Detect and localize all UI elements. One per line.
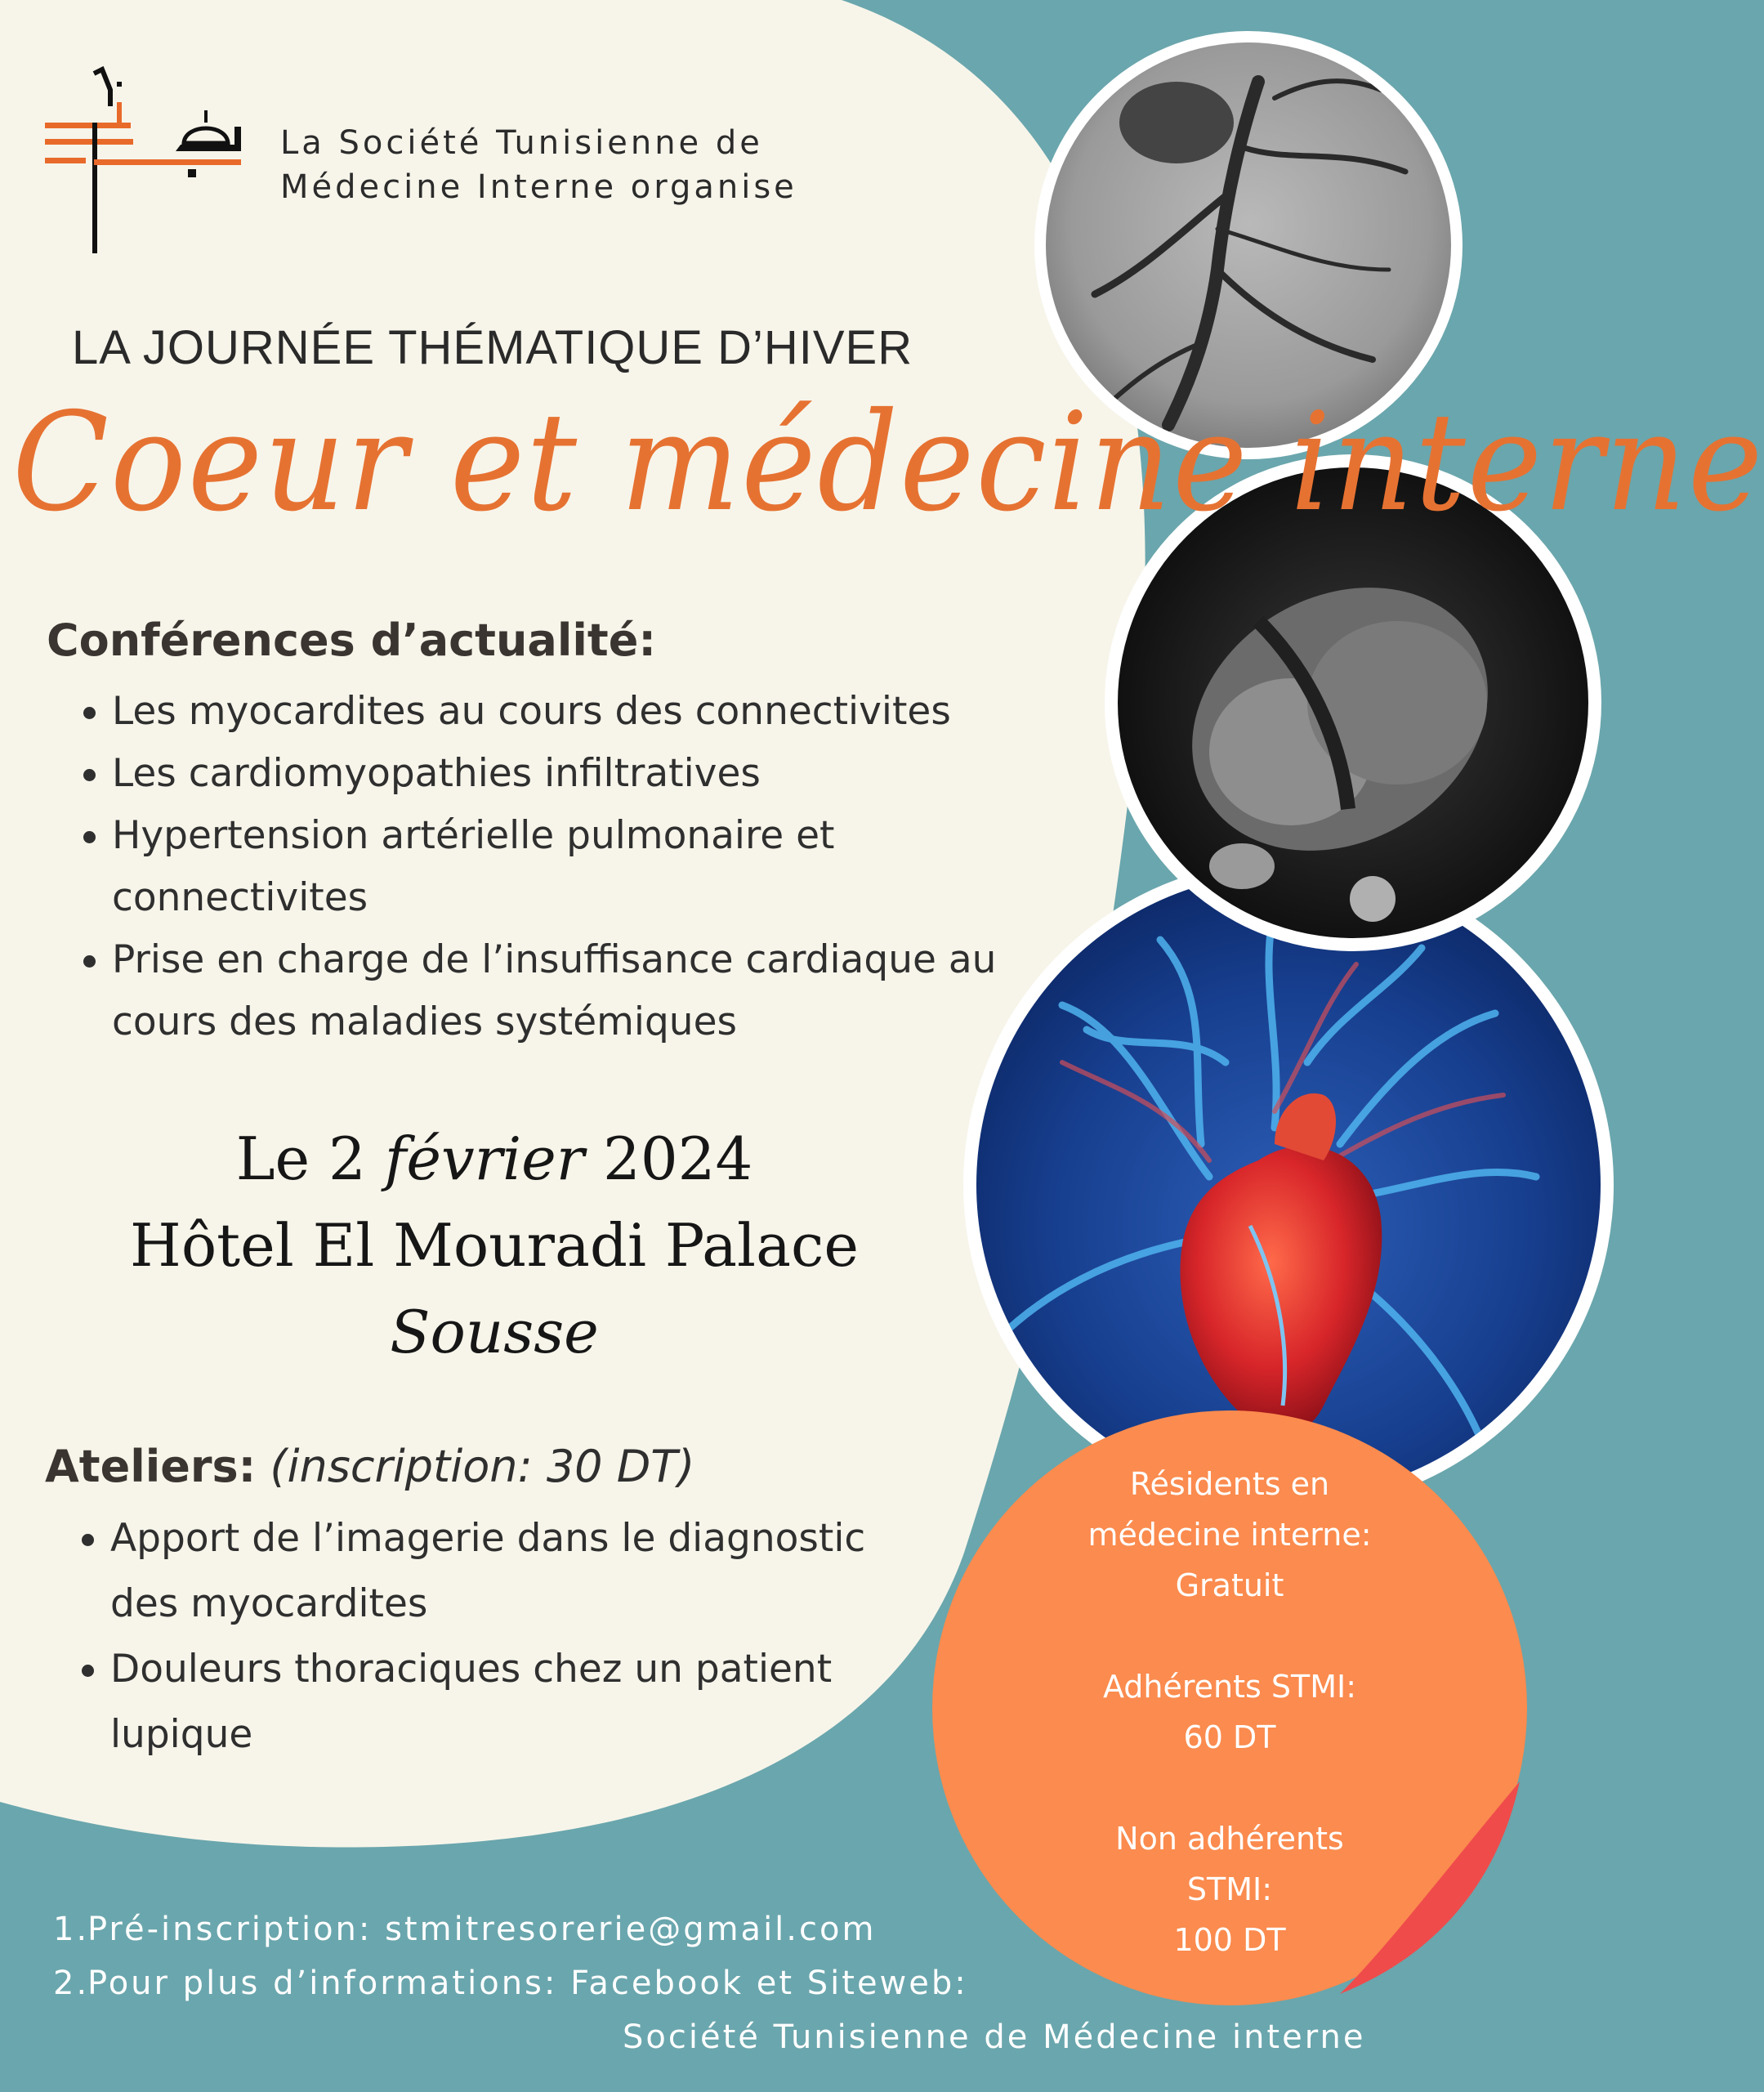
- list-item: [46, 681, 1026, 743]
- list-item-line: lupique: [110, 1712, 253, 1757]
- price-line: médecine interne:: [1087, 1517, 1372, 1553]
- price-line: 100 DT: [1173, 1922, 1286, 1958]
- date-venue-block: [0, 1115, 989, 1375]
- event-title: Coeur et médecine interne: [12, 384, 1764, 542]
- ateliers-list: [44, 1506, 943, 1768]
- footer-item-1: [53, 1902, 968, 1956]
- preregistration-email: Pré-inscription: stmitresorerie@gmail.com: [87, 1911, 877, 1948]
- event-kicker: LA JOURNÉE THÉMATIQUE D’HIVER: [72, 321, 913, 374]
- list-item-line: des myocardites: [110, 1581, 428, 1626]
- price-members: [936, 1661, 1524, 1763]
- footer-item-2: [53, 1956, 968, 2010]
- event-city: Sousse: [390, 1298, 599, 1366]
- price-line: Adhérents STMI:: [1102, 1669, 1357, 1705]
- pricing-text: [936, 1459, 1524, 1965]
- ateliers-heading: [45, 1441, 694, 1492]
- date-prefix: Le 2: [235, 1124, 385, 1193]
- event-date: [0, 1115, 989, 1202]
- price-line: 60 DT: [1183, 1719, 1276, 1755]
- ateliers-note: (inscription: 30 DT): [270, 1441, 695, 1492]
- footer-site-name: Société Tunisienne de Médecine interne: [623, 2018, 1366, 2056]
- footer-info: [53, 1902, 968, 2010]
- conferences-list: [46, 681, 1026, 1053]
- list-item: [46, 805, 1026, 929]
- list-item: [46, 743, 1026, 805]
- date-month: février: [384, 1124, 585, 1193]
- list-item-line: cours des maladies systémiques: [112, 999, 737, 1044]
- date-year: 2024: [584, 1124, 753, 1193]
- organizer-text: [280, 121, 797, 209]
- price-non-members: [936, 1813, 1524, 1965]
- price-line: STMI:: [1186, 1871, 1273, 1907]
- event-venue: Hôtel El Mouradi Palace: [130, 1211, 859, 1280]
- list-item-line: Douleurs thoraciques chez un patient: [110, 1647, 833, 1692]
- list-item: [44, 1506, 943, 1637]
- footer-item-number: 1.: [53, 1911, 90, 1948]
- list-item-line: Les cardiomyopathies infiltratives: [112, 751, 761, 796]
- ateliers-title: Ateliers:: [45, 1441, 257, 1492]
- price-line: Gratuit: [1175, 1567, 1284, 1603]
- organizer-line-2: Médecine Interne organise: [280, 168, 797, 206]
- list-item-line: Prise en charge de l’insuffisance cardiaque au: [112, 937, 997, 982]
- list-item-line: Apport de l’imagerie dans le diagnostic: [110, 1516, 866, 1561]
- price-line: Non adhérents: [1115, 1821, 1344, 1857]
- more-info-text: Pour plus d’informations: Facebook et Siteweb:: [87, 1965, 968, 2002]
- footer-item-number: 2.: [53, 1965, 90, 2002]
- stmi-calligraphy-logo-icon: [45, 69, 249, 262]
- list-item: [44, 1637, 943, 1768]
- list-item: [46, 929, 1026, 1053]
- list-item-line: connectivites: [112, 875, 368, 920]
- organizer-line-1: La Société Tunisienne de: [280, 124, 763, 162]
- price-line: Résidents en: [1129, 1466, 1330, 1502]
- conferences-heading: Conférences d’actualité:: [47, 615, 656, 666]
- list-item-line: Hypertension artérielle pulmonaire et: [112, 813, 835, 858]
- price-residents: [936, 1459, 1524, 1611]
- list-item-line: Les myocardites au cours des connectivites: [112, 689, 951, 734]
